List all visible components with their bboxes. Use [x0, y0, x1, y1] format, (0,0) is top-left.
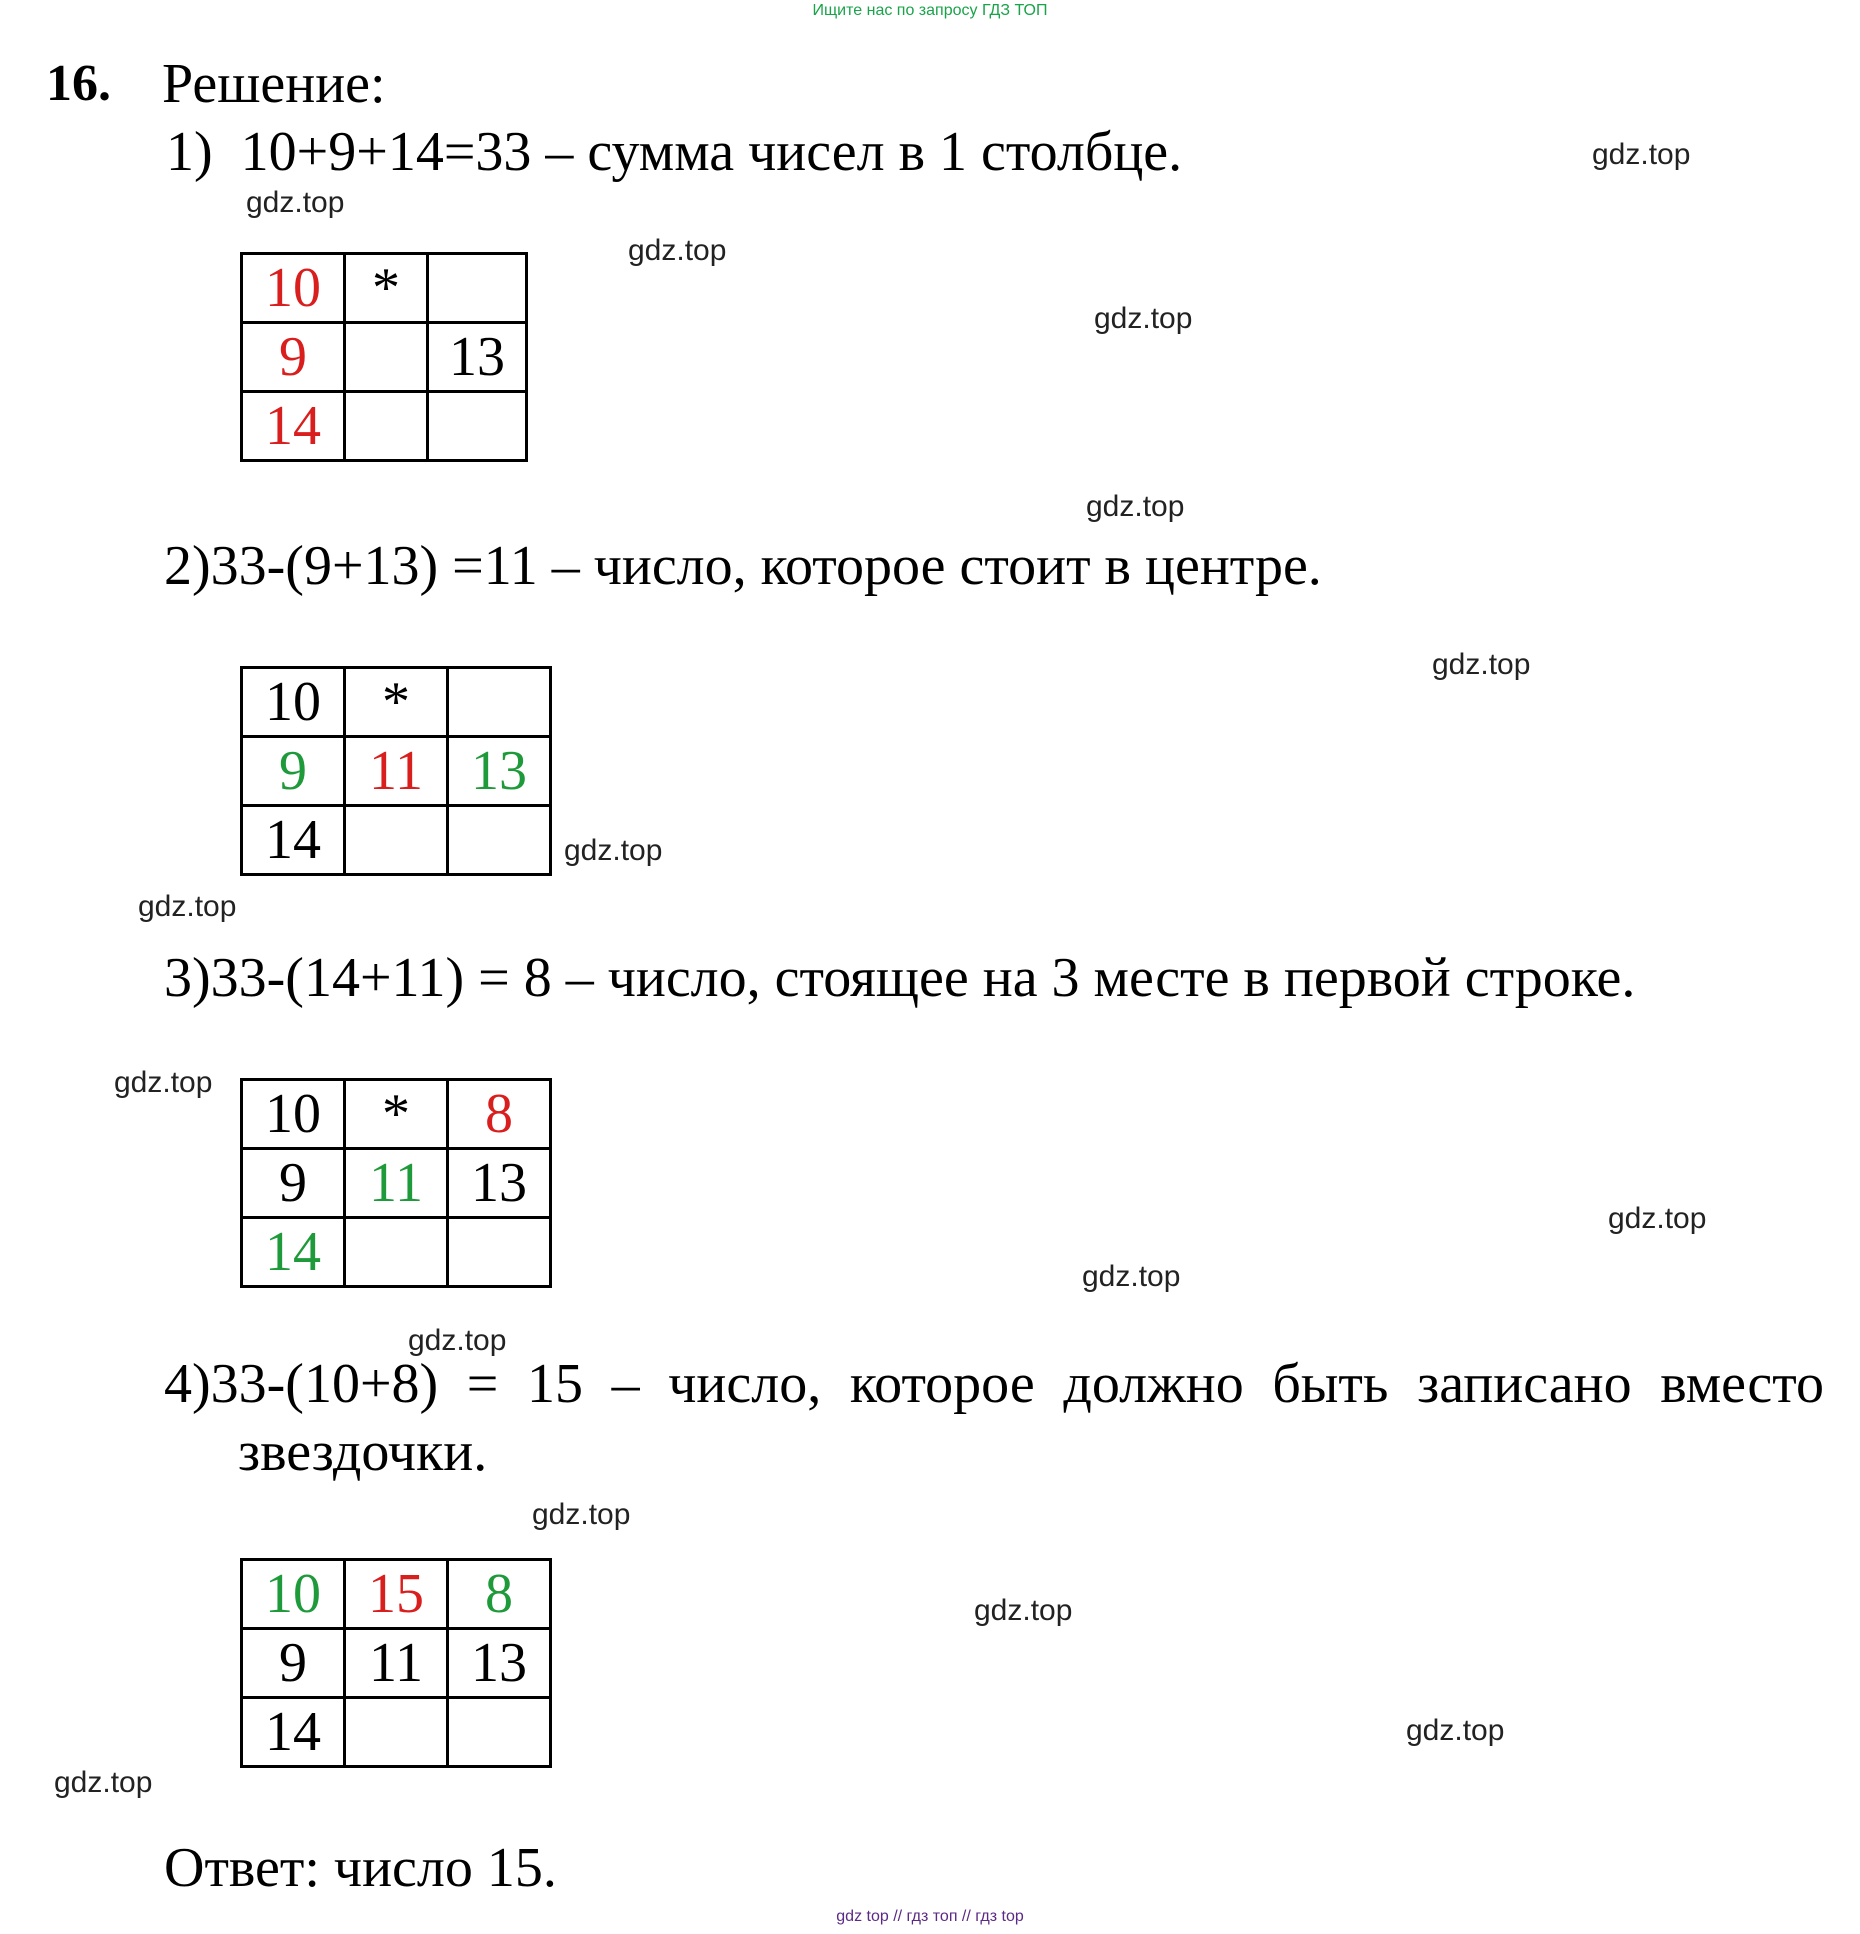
watermark: gdz.top	[408, 1324, 507, 1357]
grid-cell: 13	[448, 1629, 551, 1698]
grid-cell	[345, 392, 428, 461]
grid-4	[240, 1558, 552, 1768]
grid-row	[242, 1629, 551, 1698]
watermark: gdz.top	[1082, 1260, 1181, 1293]
grid-cell: 15	[345, 1560, 448, 1629]
top-banner[interactable]: Ищите нас по запросу ГДЗ ТОП	[812, 2, 1048, 19]
grid-cell: 11	[345, 1629, 448, 1698]
grid-row	[242, 392, 527, 461]
watermark: gdz.top	[114, 1066, 213, 1099]
watermark: gdz.top	[1406, 1714, 1505, 1747]
step-2	[164, 534, 1322, 598]
step-1	[166, 120, 1182, 184]
grid-cell: *	[345, 254, 428, 323]
watermark: gdz.top	[564, 834, 663, 867]
grid-cell: 10	[242, 1080, 345, 1149]
grid-cell: 9	[242, 323, 345, 392]
step-3	[164, 946, 1635, 1010]
grid-row	[242, 1218, 551, 1287]
watermark: gdz.top	[1086, 490, 1185, 523]
grid-row	[242, 323, 527, 392]
grid-row	[242, 254, 527, 323]
grid-row	[242, 668, 551, 737]
solution-heading: Решение:	[162, 53, 386, 115]
grid-row	[242, 1149, 551, 1218]
watermark: gdz.top	[1608, 1202, 1707, 1235]
grid-cell	[345, 806, 448, 875]
grid-cell: 13	[428, 323, 527, 392]
grid-cell: 10	[242, 1560, 345, 1629]
watermark: gdz.top	[54, 1766, 153, 1799]
grid-cell: 13	[448, 1149, 551, 1218]
step-4-label: 4)	[164, 1353, 211, 1415]
watermark: gdz.top	[1432, 648, 1531, 681]
step-4	[164, 1352, 1824, 1416]
grid-cell	[428, 392, 527, 461]
watermark: gdz.top	[1592, 138, 1691, 171]
grid-cell	[428, 254, 527, 323]
grid-cell	[345, 1218, 448, 1287]
grid-cell: 13	[448, 737, 551, 806]
step-3-label: 3)	[164, 947, 211, 1009]
grid-2	[240, 666, 552, 876]
watermark: gdz.top	[628, 234, 727, 267]
watermark: gdz.top	[974, 1594, 1073, 1627]
grid-cell	[448, 668, 551, 737]
grid-cell: 8	[448, 1560, 551, 1629]
grid-cell: 14	[242, 1218, 345, 1287]
step-3-text: 33-(14+11) = 8 – число, стоящее на 3 месте в первой строке.	[210, 947, 1636, 1009]
watermark: gdz.top	[1094, 302, 1193, 335]
grid-cell	[345, 323, 428, 392]
step-4-text: 33-(10+8) = 15 – число, которое должно быть записано вместо	[210, 1353, 1824, 1415]
grid-cell: 9	[242, 737, 345, 806]
grid-cell: 14	[242, 806, 345, 875]
grid-row	[242, 806, 551, 875]
watermark: gdz.top	[532, 1498, 631, 1531]
grid-cell: 11	[345, 1149, 448, 1218]
grid-cell: 14	[242, 1698, 345, 1767]
grid-cell: 11	[345, 737, 448, 806]
grid-cell	[448, 1218, 551, 1287]
grid-row	[242, 737, 551, 806]
grid-cell: 10	[242, 254, 345, 323]
grid-cell: 14	[242, 392, 345, 461]
footer-links[interactable]: gdz top // гдз топ // гдз top	[836, 1908, 1024, 1925]
step-1-label: 1)	[166, 121, 213, 183]
grid-row	[242, 1080, 551, 1149]
grid-3	[240, 1078, 552, 1288]
grid-cell: *	[345, 668, 448, 737]
step-2-text: 33-(9+13) =11 – число, которое стоит в центре.	[210, 535, 1322, 597]
watermark: gdz.top	[138, 890, 237, 923]
watermark: gdz.top	[246, 186, 345, 219]
grid-cell: *	[345, 1080, 448, 1149]
answer: Ответ: число 15.	[164, 1837, 557, 1899]
grid-cell	[448, 1698, 551, 1767]
grid-row	[242, 1698, 551, 1767]
grid-cell: 10	[242, 668, 345, 737]
grid-cell: 9	[242, 1629, 345, 1698]
grid-cell: 8	[448, 1080, 551, 1149]
grid-cell	[345, 1698, 448, 1767]
step-4-continuation: звездочки.	[238, 1421, 488, 1483]
step-1-text: 10+9+14=33 – сумма чисел в 1 столбце.	[240, 121, 1183, 183]
grid-cell	[448, 806, 551, 875]
grid-1	[240, 252, 528, 462]
grid-row	[242, 1560, 551, 1629]
problem-number: 16.	[46, 55, 111, 112]
step-2-label: 2)	[164, 535, 211, 597]
grid-cell: 9	[242, 1149, 345, 1218]
